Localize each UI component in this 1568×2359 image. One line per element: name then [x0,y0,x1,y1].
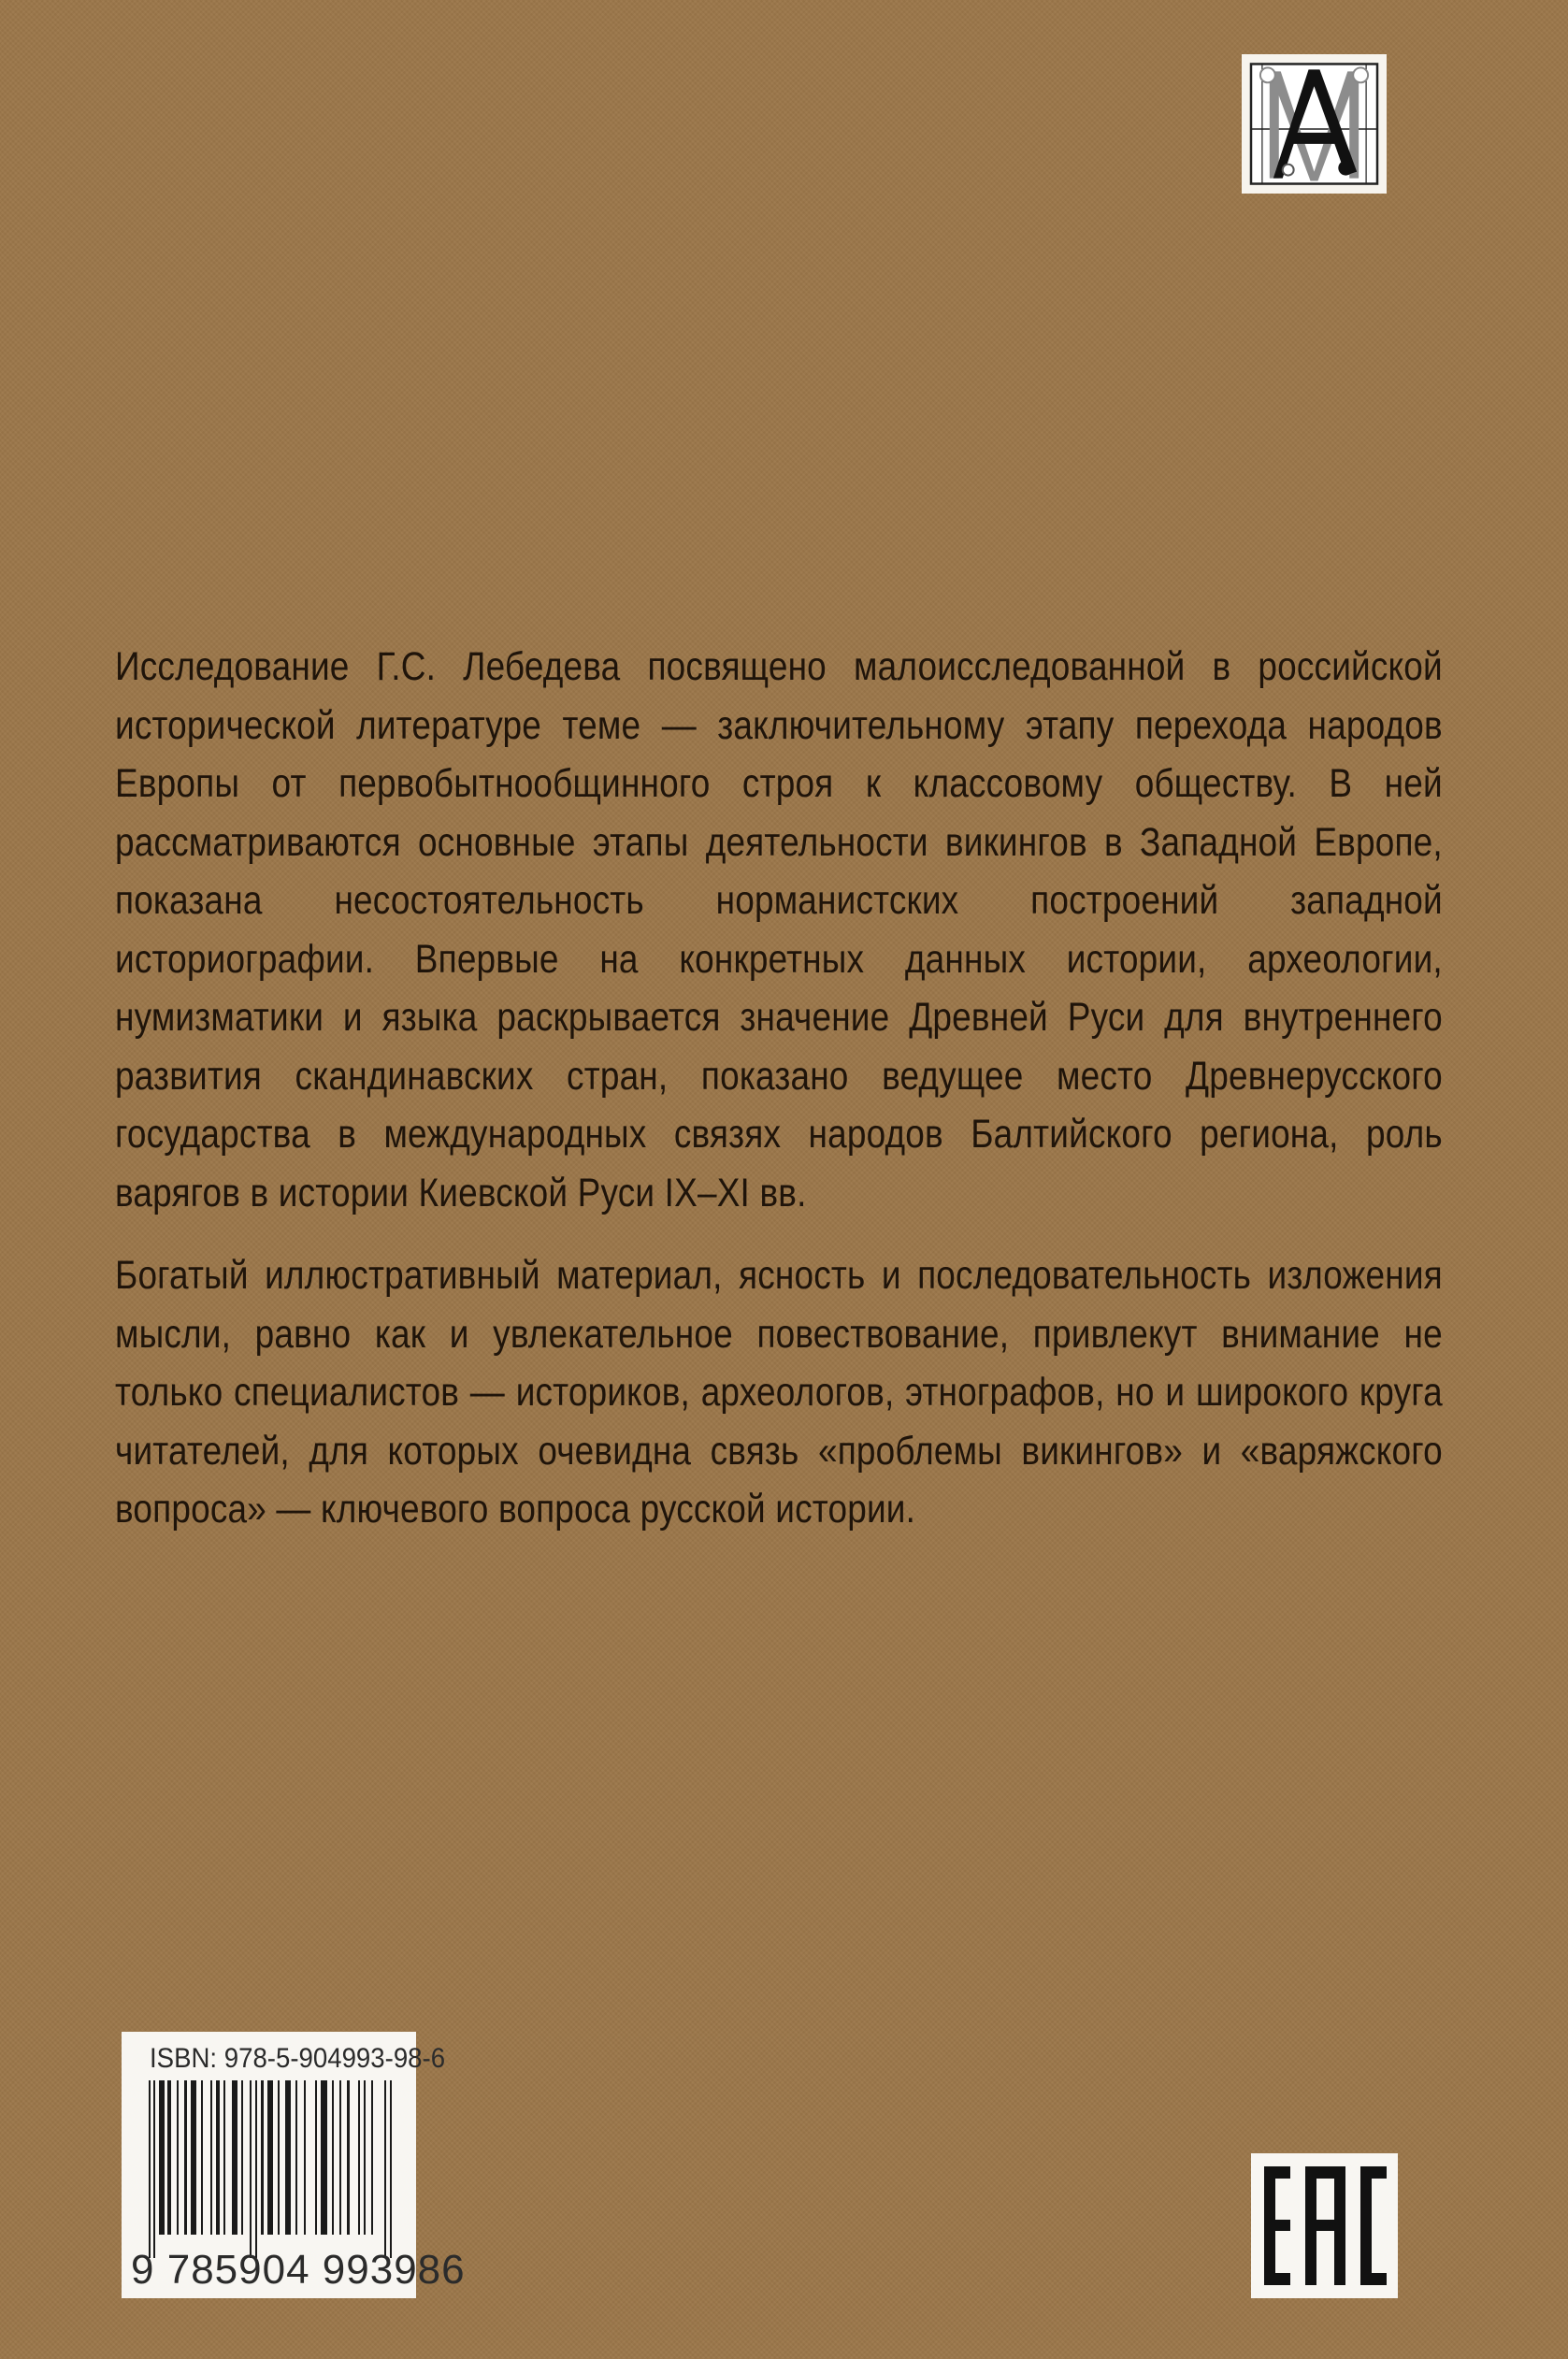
annotation-paragraph-2: Богатый иллюстративный материал, ясность и последовательность изложения мысли, равно как и увлекательное повествование, привлекут внимание не только специалистов — историков, археологов, этнографов, но и широкого круга читателей, для которых очевидна связь «проблемы викингов» и «варяжского вопроса» — ключевого вопроса русской истории. [115,1253,1443,1532]
book-annotation [115,638,1443,1563]
barcode-bars-icon [145,2080,407,2258]
publisher-logo [1242,54,1387,194]
am-monogram-logo-icon [1249,62,1379,186]
isbn-barcode [122,2032,466,2298]
ean-first-digit: 9 [131,2247,155,2293]
eac-certification-mark [1251,2153,1398,2298]
annotation-paragraph-1: Исследование Г.С. Лебедева посвящено малоисследованной в российской исторической литературе теме — заключительному этапу перехода народов Европы от первобытнообщинного строя к классовому обществу. В ней рассматриваются основные этапы деятельности викингов в Западной Европе, показана несостоятельность норманистских построений западной историографии. Впервые на конкретных данных истории, археологии, нумизматики и языка раскрывается значение Древней Руси для внутреннего развития скандинавских стран, показано ведущее место Древнерусского государства в международных связях народов Балтийского региона, роль варягов в истории Киевской Руси IX–XI вв. [115,644,1443,1215]
ean-left-group: 785904 [166,2247,310,2293]
ean-digits [131,2247,466,2294]
ean-right-group: 993986 [322,2247,466,2293]
isbn-label: ISBN: 978-5-904993-98-6 [150,2043,446,2074]
eac-mark-icon [1251,2153,1398,2298]
